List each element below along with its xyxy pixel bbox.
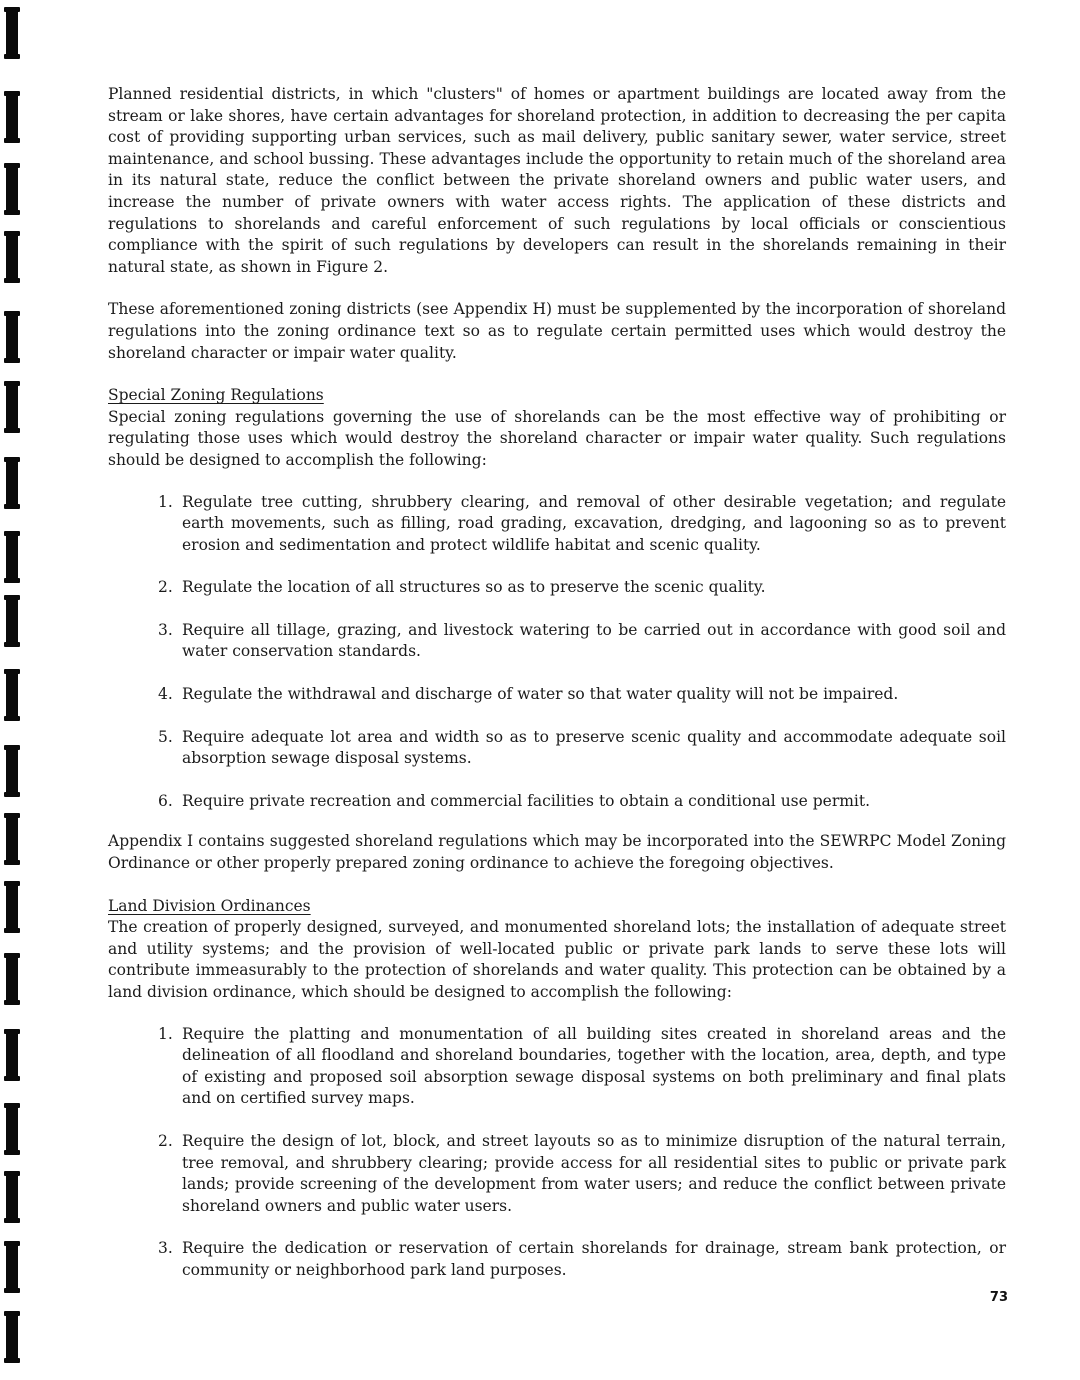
list-number: 4. (158, 685, 173, 704)
list-text: Require private recreation and commercial facilities to obtain a conditional use permit. (182, 791, 871, 810)
list-item (108, 492, 1006, 557)
list-item (108, 791, 1006, 813)
list-text: Require the platting and monumentation of all building sites created in shoreland areas and the delineation of all floodland and shoreland boundaries, together with the location, area, depth, and type of existing and proposed soil absorption sewage disposal systems on both preliminary and final plats and on certified survey maps. (182, 1024, 1006, 1108)
binder-hole (6, 814, 18, 864)
binder-hole (6, 1242, 18, 1292)
binder-hole (6, 596, 18, 646)
binder-hole (6, 92, 18, 142)
list-text: Regulate tree cutting, shrubbery clearing, and removal of other desirable vegetation; and regulate earth movements, such as filling, road grading, excavation, dredging, and lagooning so as to prevent erosion and sedimentation and protect wildlife habitat and scenic quality. (182, 492, 1006, 554)
list-text: Require the design of lot, block, and street layouts so as to minimize disruption of the natural terrain, tree removal, and shrubbery clearing; provide access for all residential sites to public or private park lands; provide screening of the development from water users; and reduce the conflict between private shoreland owners and public water users. (182, 1131, 1006, 1215)
paragraph-zoning-districts: These aforementioned zoning districts (see Appendix H) must be supplemented by the incorporation of shoreland regulations into the zoning ordinance text so as to regulate certain permitted uses which would destroy the shoreland character or impair water quality. (108, 300, 1006, 362)
list-number: 1. (158, 492, 173, 511)
binder-hole (6, 8, 18, 58)
binder-hole (6, 746, 18, 796)
paragraph-planned-districts: Planned residential districts, in which "clusters" of homes or apartment buildings are located away from the stream or lake shores, have certain advantages for shoreland protection, in addition to decreasing the per capita cost of providing supporting urban services, such as mail delivery, public sanitary sewer, water service, street maintenance, and school bussing. These advantages include the opportunity to retain much of the shoreland area in its natural state, reduce the conflict between the private shoreland owners and public water users, and increase the number of private owners with water access rights. The application of these districts and regulations to shorelands and careful enforcement of such regulations by local officials or conscientious compliance with the spirit of such regulations by developers can result in the shorelands remaining in their natural state, as shown in Figure 2. (108, 85, 1006, 276)
binder-hole (6, 670, 18, 720)
binder-hole (6, 164, 18, 214)
binder-hole (6, 382, 18, 432)
list-text: Require the dedication or reservation of certain shorelands for drainage, stream bank protection, or community or neighborhood park land purposes. (182, 1239, 1006, 1279)
binder-hole (6, 1104, 18, 1154)
list-text: Regulate the withdrawal and discharge of water so that water quality will not be impaired. (182, 685, 899, 704)
section-land-division (108, 896, 1006, 1282)
section-special-zoning (108, 385, 1006, 812)
list-item (108, 577, 1006, 599)
page-number: 73 (989, 1290, 1008, 1305)
special-zoning-list (108, 492, 1006, 813)
binder-hole (6, 1030, 18, 1080)
binder-hole (6, 954, 18, 1004)
list-number: 3. (158, 1239, 173, 1258)
section-heading: Land Division Ordinances (108, 896, 311, 915)
binder-hole (6, 532, 18, 582)
list-text: Require adequate lot area and width so as to preserve scenic quality and accommodate adequate soil absorption sewage disposal systems. (182, 727, 1006, 768)
binder-hole (6, 232, 18, 282)
list-item (108, 684, 1006, 706)
binder-holes (6, 0, 20, 1380)
binder-hole (6, 1172, 18, 1222)
list-item (108, 1024, 1006, 1110)
list-number: 2. (158, 1131, 173, 1150)
list-item (108, 727, 1006, 770)
binder-hole (6, 312, 18, 362)
land-division-list (108, 1024, 1006, 1282)
paragraph-appendix-i: Appendix I contains suggested shoreland regulations which may be incorporated into the SEWRPC Model Zoning Ordinance or other properly prepared zoning ordinance to achieve the foregoing objectives. (108, 832, 1006, 873)
binder-hole (6, 882, 18, 932)
list-item (108, 620, 1006, 663)
list-text: Regulate the location of all structures so as to preserve the scenic quality. (182, 578, 766, 597)
list-item (108, 1238, 1006, 1281)
list-number: 5. (158, 727, 173, 746)
list-number: 6. (158, 791, 173, 810)
list-number: 3. (158, 620, 173, 639)
binder-hole (6, 1312, 18, 1362)
section-intro: The creation of properly designed, surveyed, and monumented shoreland lots; the installation of adequate street and utility systems; and the provision of well-located public or private park lands to serve these lots will contribute immeasurably to the protection of shorelands and water quality. This protection can be obtained by a land division ordinance, which should be designed to accomplish the following: (108, 918, 1006, 1001)
document-page (108, 84, 1006, 1282)
list-item (108, 1131, 1006, 1217)
list-number: 1. (158, 1024, 173, 1043)
binder-hole (6, 458, 18, 508)
section-intro: Special zoning regulations governing the use of shorelands can be the most effective way of prohibiting or regulating those uses which would destroy the shoreland character or impair water quality. Such regulations should be designed to accomplish the following: (108, 407, 1006, 469)
list-number: 2. (158, 578, 173, 597)
section-heading: Special Zoning Regulations (108, 386, 324, 405)
list-text: Require all tillage, grazing, and livestock watering to be carried out in accordance with good soil and water conservation standards. (182, 620, 1006, 661)
